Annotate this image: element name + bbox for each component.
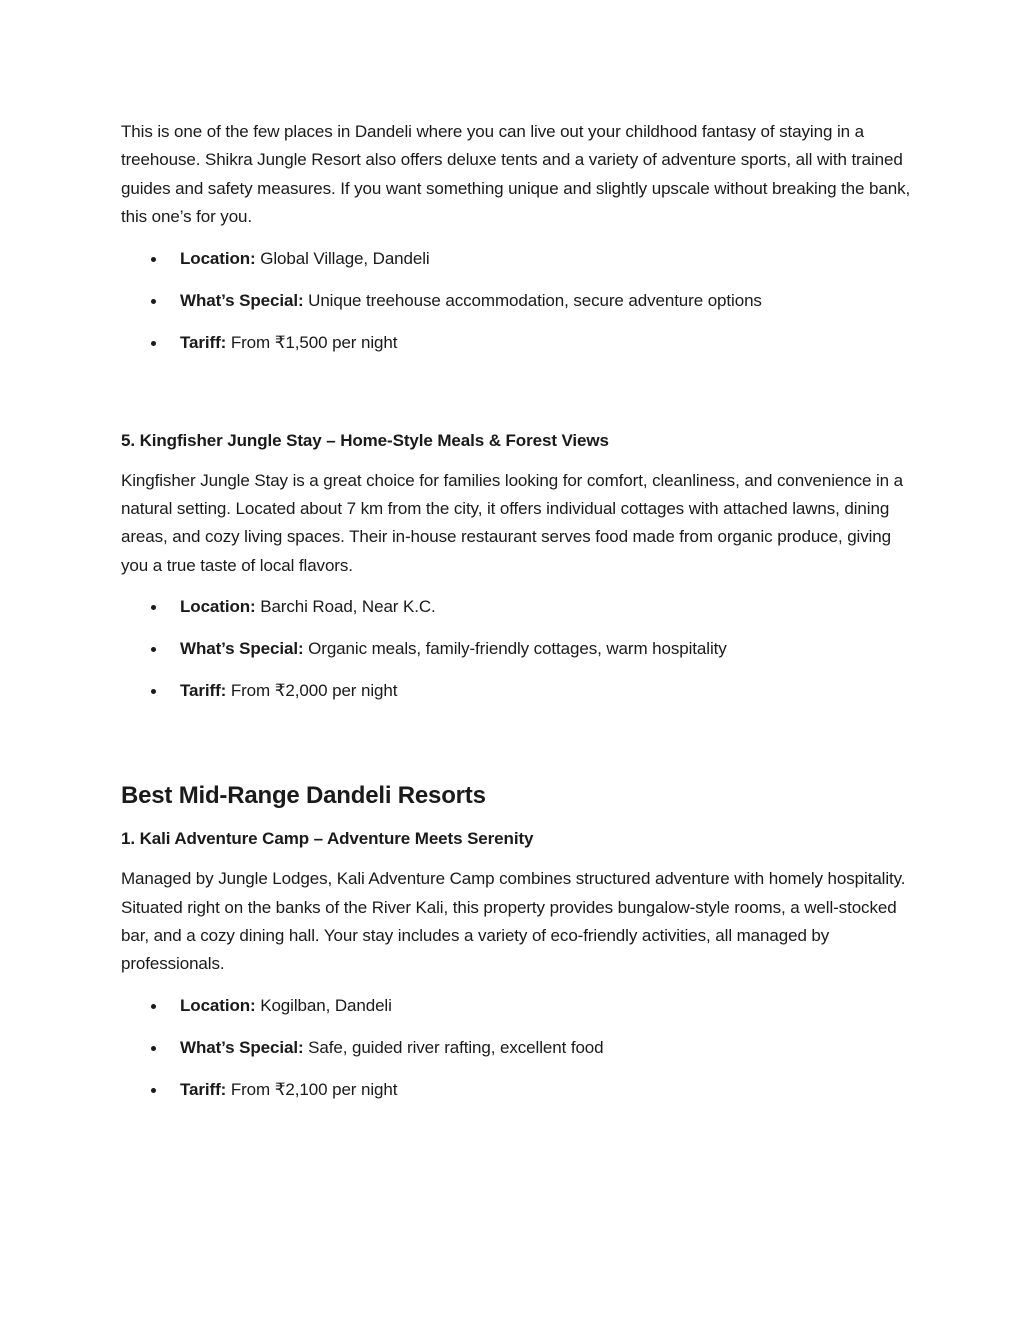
list-item [121, 679, 911, 703]
fact-label: Tariff: [180, 1079, 227, 1099]
bullet-icon [151, 1046, 156, 1051]
shikra-facts-list [121, 247, 911, 355]
kingfisher-facts-list [121, 595, 911, 703]
kali-heading: 1. Kali Adventure Camp – Adventure Meets Serenity [121, 829, 534, 849]
fact-label: Tariff: [180, 332, 227, 352]
bullet-icon [151, 1004, 156, 1009]
fact-value: Kogilban, Dandeli [260, 995, 392, 1015]
shikra-paragraph: This is one of the few places in Dandeli where you can live out your childhood fantasy of staying in a treehouse. Shikra Jungle Resort also offers deluxe tents and a variety of adventure sports, all with trained guides and safety measures. If you want something unique and slightly upscale without breaking the bank, this one’s for you. [121, 122, 911, 227]
document-page [121, 118, 911, 1102]
list-item [121, 1036, 911, 1060]
fact-value: Safe, guided river rafting, excellent food [308, 1037, 604, 1057]
fact-label: Location: [180, 248, 256, 268]
fact-label: Tariff: [180, 681, 227, 701]
bullet-icon [151, 647, 156, 652]
bullet-icon [151, 299, 156, 304]
list-item [121, 289, 911, 313]
fact-value: From ₹2,100 per night [230, 1079, 398, 1099]
section-title: Best Mid-Range Dandeli Resorts [121, 782, 486, 810]
bullet-icon [151, 257, 156, 262]
fact-label: What’s Special: [180, 1037, 304, 1057]
bullet-icon [151, 341, 156, 346]
fact-label: Location: [180, 995, 256, 1015]
fact-value: Unique treehouse accommodation, secure adventure options [308, 290, 762, 310]
fact-value: Global Village, Dandeli [260, 248, 430, 268]
list-item [121, 595, 911, 619]
kali-facts-list [121, 994, 911, 1102]
list-item [121, 1078, 911, 1102]
list-item [121, 637, 911, 661]
kingfisher-heading: 5. Kingfisher Jungle Stay – Home-Style Meals & Forest Views [121, 430, 609, 450]
kali-paragraph: Managed by Jungle Lodges, Kali Adventure Camp combines structured adventure with homely hospitality. Situated right on the banks of the River Kali, this property provides bungalow-style rooms, a well-stocked bar, and a cozy dining hall. Your stay includes a variety of eco-friendly activities, all managed by professionals. [121, 869, 906, 974]
fact-value: From ₹1,500 per night [230, 332, 398, 352]
fact-label: Location: [180, 597, 256, 617]
fact-label: What’s Special: [180, 639, 304, 659]
kingfisher-paragraph: Kingfisher Jungle Stay is a great choice for families looking for comfort, cleanliness, and convenience in a natural setting. Located about 7 km from the city, it offers individual cottages with attached lawns, dining areas, and cozy living spaces. Their in-house restaurant serves food made from organic produce, giving you a true taste of local flavors. [121, 470, 904, 575]
list-item [121, 247, 911, 271]
bullet-icon [151, 689, 156, 694]
fact-value: From ₹2,000 per night [230, 681, 398, 701]
fact-value: Barchi Road, Near K.C. [260, 597, 436, 617]
bullet-icon [151, 1088, 156, 1093]
bullet-icon [151, 605, 156, 610]
fact-value: Organic meals, family-friendly cottages, warm hospitality [308, 639, 727, 659]
list-item [121, 331, 911, 355]
fact-label: What’s Special: [180, 290, 304, 310]
list-item [121, 994, 911, 1018]
